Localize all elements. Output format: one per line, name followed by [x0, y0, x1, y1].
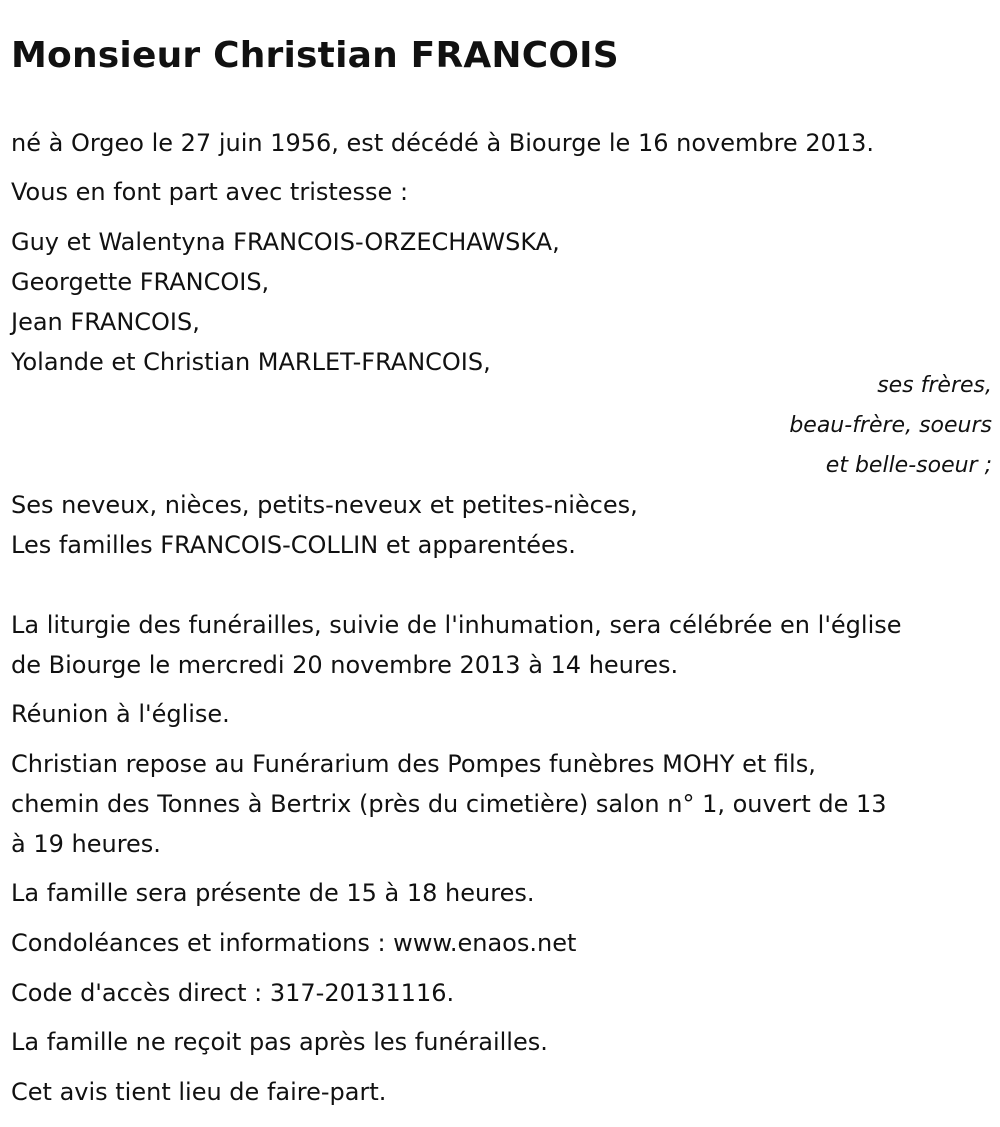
- no-reception-line: La famille ne reçoit pas après les funérailles.: [11, 1028, 548, 1056]
- liturgy-line: de Biourge le mercredi 20 novembre 2013 à 14 heures.: [11, 651, 679, 679]
- relation-line: ses frères,: [877, 373, 992, 398]
- relation-line: et belle-soeur ;: [825, 453, 992, 478]
- extended-family-line: Ses neveux, nièces, petits-neveux et petites-nièces,: [11, 491, 638, 519]
- page-title: Monsieur Christian FRANCOIS: [11, 35, 619, 76]
- presence-line: La famille sera présente de 15 à 18 heures.: [11, 879, 535, 907]
- closing-line: Cet avis tient lieu de faire-part.: [11, 1078, 387, 1106]
- intro-line: Vous en font part avec tristesse :: [11, 178, 409, 206]
- family-line: Yolande et Christian MARLET-FRANCOIS,: [11, 348, 491, 376]
- meeting-line: Réunion à l'église.: [11, 700, 230, 728]
- repose-line: à 19 heures.: [11, 830, 161, 858]
- condolences-line: Condoléances et informations : www.enaos.net: [11, 929, 577, 957]
- relation-line: beau-frère, soeurs: [789, 413, 992, 438]
- birth-death-line: né à Orgeo le 27 juin 1956, est décédé à Biourge le 16 novembre 2013.: [11, 129, 875, 157]
- family-line: Guy et Walentyna FRANCOIS-ORZECHAWSKA,: [11, 228, 560, 256]
- repose-line: Christian repose au Funérarium des Pompes funèbres MOHY et fils,: [11, 750, 816, 778]
- family-line: Jean FRANCOIS,: [11, 308, 200, 336]
- family-line: Georgette FRANCOIS,: [11, 268, 270, 296]
- access-code-line: Code d'accès direct : 317-20131116.: [11, 979, 455, 1007]
- extended-family-line: Les familles FRANCOIS-COLLIN et apparentées.: [11, 531, 576, 559]
- repose-line: chemin des Tonnes à Bertrix (près du cimetière) salon n° 1, ouvert de 13: [11, 790, 887, 818]
- liturgy-line: La liturgie des funérailles, suivie de l'inhumation, sera célébrée en l'église: [11, 611, 902, 639]
